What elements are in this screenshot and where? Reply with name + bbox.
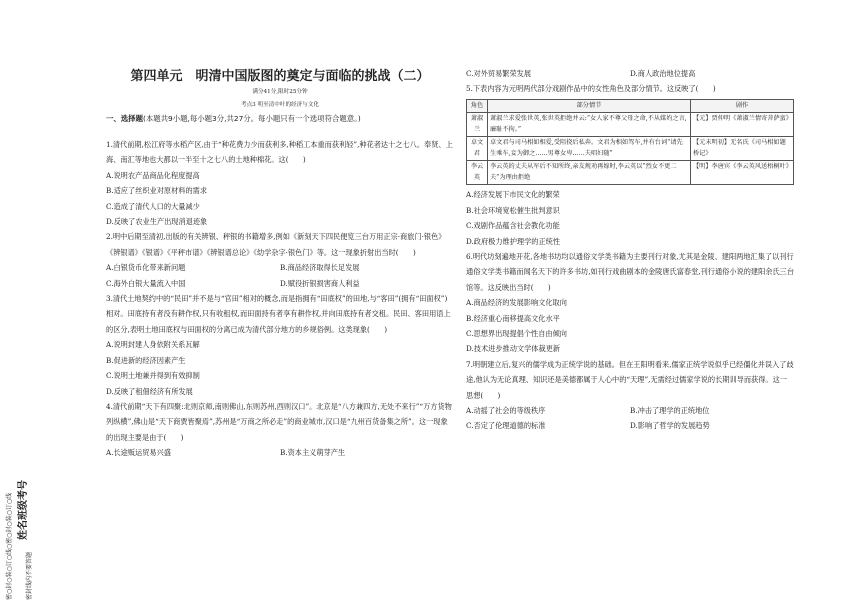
option-b: B.资本主义萌芽产生 [280,448,346,458]
option-a: A.白银货币化带来新问题 [106,263,186,273]
topic-info: 考点3 明至清中叶的经济与文化 [240,102,320,108]
option-row [466,66,794,81]
table-cell: 李云英的丈夫从军后不知所终,亲友规劝再嫁时,李云英以“烈女不更二夫”为理由拒绝 [488,161,691,185]
option-row [466,403,794,418]
student-info-label: 姓名班级考号 [18,480,29,540]
option-b: B.促进新的经济因素产生 [106,355,186,365]
option-c: C.思想界出现提倡个性自由倾向 [466,328,567,338]
option-d: D.政府极力维护理学的正统性 [466,236,561,246]
option-d: D.影响了哲学的发展趋势 [630,421,710,431]
option-row [106,445,454,460]
section-note: (本题共9小题,每小题3分,共27分。每小题只有一个选项符合题意。) [142,114,361,123]
table-header: 剧作 [691,99,794,113]
option-b: B.经济重心南移提高文化水平 [466,313,560,323]
table-cell: 卓文君 [467,137,488,161]
option-d: D.反映了租佃经济有所发展 [106,386,193,396]
table-cell: 萧淑兰 [467,113,488,137]
option-c: C.否定了伦理道德的标准 [466,421,546,431]
option-a: A.动摇了社会的等级秩序 [466,406,546,415]
table-header: 角色 [467,99,488,113]
question-stem: 3.清代土地契约中的“民田”并不是与“官田”相对的概念,而是指拥有“田底权”的田地,与“客田”(拥有“田面权”)相对。田底持有者没有耕作权,只有收租权,而田面持有者享有耕作权,并向田底持有者交租。民田、客田用语上的区分,表明土地田底权与田面权的分离已成为清代部分地方的乡规俗例。这类现象( ) [106,294,451,334]
table-cell: 【明】李唐宾《李云英风送梧桐叶》 [691,161,794,185]
table-row [467,113,794,137]
drama-table [466,99,794,186]
option-a: A.长途贩运贸易兴盛 [106,448,171,458]
option-b: B.商品经济取得长足发展 [280,263,360,273]
option-d: D.反映了农业生产出现消退迹象 [106,217,208,227]
binding-margin [0,0,40,608]
option-b: B.适应了丝织业对原材料的需求 [106,186,208,196]
table-cell: 萧淑兰求爱张世英,张世英拒绝并云:“女人家不尊父母之命,不从媒妁之言,廉耻不拘。” [488,113,691,137]
option-b: B.社会环境宽松催生批判意识 [466,205,560,215]
question-1 [106,137,454,229]
question-3 [106,291,454,399]
table-header: 部分情节 [488,99,691,113]
option-d: D.赋役折银损害商人利益 [280,278,360,288]
question-stem: 4.清代前期“天下有四聚:北则京师,南则佛山,东则苏州,西则汉口”。北京是“八方兼四方,无处不来行”“万方货物列纵横”,佛山是“天下商贾皆聚焉”,苏州是“万商之所必走”的商业城市,汉口是“九州百货备集之所”。这一现象的出现主要是由于( ) [106,401,452,442]
option-d: D.商人政治地位提高 [630,69,696,78]
option-a: A.说明农产品商品化程度提高 [106,170,200,180]
question-stem: 1.清代前期,松江府等水稻产区,由于“种花费力少而获利多,种稻工本重而获利轻”,种花者达十之七八。奉贤、上海、南汇等地也大都以一半至十之七八的土地种棉花。这( ) [106,140,453,165]
table-cell: 李云英 [467,161,488,185]
option-row [106,276,454,291]
option-c: C.造成了清代人口的大量减少 [106,201,200,211]
question-stem: 6.明代坊刻遍地开花,各地书坊均以通俗文学类书籍为主要刊行对象,尤其是金陵、建阳两地汇集了以刊行通俗文学类书籍而闻名天下的许多书坊,如刊行戏曲剧本的金陵唐氏富春堂,刊行通俗小说的建阳余氏三台馆等。这反映出当时( ) [466,251,795,292]
question-stem: 5.下表内容为元明两代部分戏剧作品中的女性角色及部分情节。这反映了( ) [466,84,716,94]
right-column [466,66,794,434]
table-row [467,137,794,161]
option-a: A.经济发展下市民文化的繁荣 [466,190,560,200]
question-stem: 2.明中后期至清初,出版的有关辨银、秤银的书籍增多,例如《新刻天下四民便览三台万用正宗·商旅门·银色》《辨银谱》《银谱》《平秤市谱》《辨银谱总论》《幼学杂字·银色门》等。这一现象折射出当时( ) [106,232,446,257]
option-d: D.技术进步推动文学体裁更新 [466,344,561,354]
option-a: A.说明封建人身依附关系瓦解 [106,340,200,350]
question-5 [466,81,794,249]
no-answer-notice: 密封线内不要答题 [26,551,33,600]
table-row [467,161,794,185]
question-6 [466,249,794,357]
seal-line-text: 密○封○装○订○线○密○封○装○订○线 [6,492,13,600]
option-a: A.商品经济的发展影响文化取向 [466,298,567,308]
section-heading [106,112,454,125]
question-2 [106,229,454,291]
page-title: 第四单元 明清中国版图的奠定与面临的挑战（二） [130,69,430,84]
option-row [466,418,794,433]
option-row [106,260,454,275]
section-title: 一、选择题 [106,114,143,123]
score-info: 满分41分,限时25分钟 [252,89,308,95]
option-b: B.冲击了理学的正统地位 [630,406,710,415]
question-7 [466,357,794,434]
table-header-row [467,99,794,113]
option-c: C.说明土地兼并得到有效抑制 [106,371,200,381]
question-stem: 7.明朝建立后,复兴的儒学成为正统学说的基础。但在王阳明看来,儒家正统学说似乎已经僵化并误入了歧途,他认为无论真理、知识还是美德都属于人心中的“天理”,无需经过儒家学说的长期训导而获得。这一思想( ) [466,359,794,400]
table-cell: 【元末明初】无名氏《司马相如题桥记》 [691,137,794,161]
question-4 [106,399,454,461]
option-c: C.对外贸易繁荣发展 [466,69,532,78]
table-cell: 卓文君与司马相如相爱,受阻挠后私奔。文君为相如驾车,并有台词“请先生乘车,妾为御之……男尊女卑……夫唱妇随” [488,137,691,161]
table-cell: 【元】贾仲明《萧淑兰情寄菩萨蛮》 [691,113,794,137]
option-c: C.海外白银大量流入中国 [106,278,186,288]
left-column [106,0,454,461]
option-c: C.戏剧作品蕴含社会教化功能 [466,221,560,231]
